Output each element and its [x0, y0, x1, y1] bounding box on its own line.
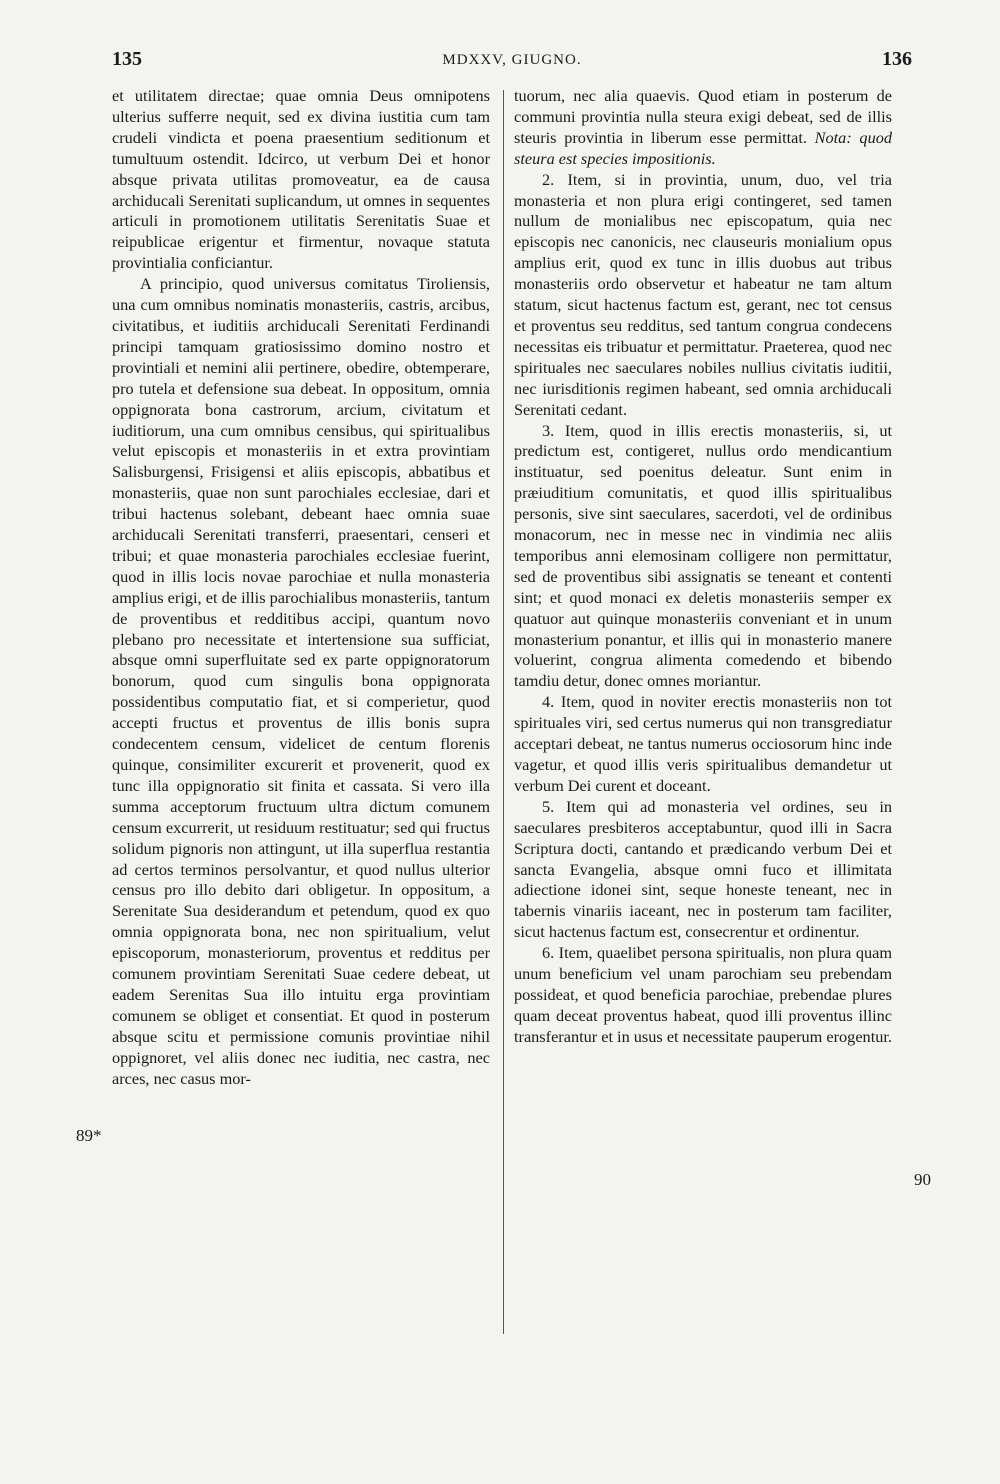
column-divider	[503, 90, 504, 1334]
right-paragraph-item-2: 2. Item, si in provintia, unum, duo, vel tria monasteria et non plura erigi contingeret, sed tamen nullum de monialibus nec episcopatum, quia nec episcopis nec canonicis, nec clauseuris monialium opus amplius erit, quod ex tunc in illis duobus aut tribus monasteriis ordo observetur et habeatur ne tam altum statum, sicut hactenus factum est, gerant, nec tot census et proventus seu redditus, sed tantum congrua condecens necessitas eis tribuatur et permittatur. Praeterea, quod nec spirituales nec saeculares nobiles nullius civitatis iuditii, nec iurisditionis regimen habeant, sed omnia archiducali Serenitati cedant.	[514, 169, 892, 419]
right-paragraph-item-6: 6. Item, quaelibet persona spiritualis, non plura quam unum beneficium vel unam parochiam seu prebendam possideat, et quod beneficia parochiae, prebendae plures quam deceat proventus habeat, quod illi proventus illinc transferantur et in usus et necessitate pauperum erogentur.	[514, 943, 892, 1046]
margin-number-left: 89*	[76, 1126, 102, 1145]
editor-note: Nota: quod steura est species impositionis.	[514, 127, 892, 168]
margin-number-right: 90	[914, 1170, 931, 1189]
left-column	[112, 86, 490, 1090]
right-paragraph-1-text: tuorum, nec alia quaevis. Quod etiam in posterum de communi provintia nulla steura exigi debeat, sed de illis steuris provintia in liberum esse permittat.	[514, 86, 892, 147]
right-paragraph-item-5: 5. Item qui ad monasteria vel ordines, seu in saeculares presbiteros acceptabuntur, quod illi in Sacra Scriptura docti, cantando et prædicando verbum Dei et sancta Evangelia, absque omni fuco et illimitata adiectione idonei sint, seque honeste teneant, nec in tabernis vinariis iaceant, nec in posterum tam faciliter, sicut hactenus factum est, consecrentur et ordinentur.	[514, 796, 892, 942]
right-paragraph-item-4: 4. Item, quod in noviter erectis monasteriis non tot spirituales viri, sed certus numerus qui non transgrediatur acceptari debeat, ne tantus numerus occiosorum hinc inde vagetur, et quod illis veris spiritualibus demandetur ut verbum Dei curent et doceant.	[514, 692, 892, 795]
right-column	[514, 86, 892, 1048]
left-paragraph-1: et utilitatem directae; quae omnia Deus omnipotens ulterius sufferre nequit, sed ex divina iustitia cum tam crudeli vindicta et poena praesentium seditionum et tumultuum ostendit. Idcirco, ut verbum Dei et honor absque privata utilitas promoveatur, ea de causa archiducali Serenitati suplicandum, ut omnes in sequentes articuli in promotionem utilitatis Serenitatis Suae et reipublicae erigentur et firmentur, novaque statuta provintialia conficiantur.	[112, 86, 490, 273]
page-number-left: 135	[112, 48, 142, 70]
right-paragraph-1	[514, 86, 892, 170]
page-number-right: 136	[882, 48, 912, 70]
running-title: MDXXV, GIUGNO.	[442, 52, 582, 68]
page-header	[112, 48, 912, 78]
left-paragraph-2: A principio, quod universus comitatus Tiroliensis, una cum omnibus nominatis monasteriis, castris, arcibus, civitatibus, et iuditiis archiducali Serenitati Ferdinandi principi tamquam gratiosissimo domino nostro et provintiali et nemini alii pertinere, obedire, obtemperare, pro tutela et defensione sua debeat. In oppositum, omnia oppignorata bona castrorum, arcium, civitatum et iuditiorum, una cum omnibus censibus, qui spiritualibus velut episcopis et monasteriis in et extra provintiam Salisburgensi, Frisigensi et aliis episcopis, abbatibus et monasteriis, quae non sunt parochiales ecclesiae, dari et tribui hactenus solebant, debeant haec omnia suae archiducali Serenitati transferri, praesentari, censeri et tribui; et quae monasteria parochiales ecclesiae fuerint, quod in illis locis novae parochiae et nulla monasteria amplius erigi, et de illis parochialibus monasteriis, tantum de proventibus et redditibus accipi, quantum novo plebano pro necessitate et intertensione sua sufficiat, absque omni superfluitate sed ex parte oppignoratorum bonorum, quod cum singulis bona oppignorata possidentibus computatio fiat, et si comperietur, quod accepti fructus et proventus de illis bonis supra condecentem censum, videlicet de centum florenis quinque, consimiliter excurerit et provenerit, quod ex tunc illa oppignoratio sit finita et cassata. Si vero illa summa acceptorum fructuum ultra dictum comunem censum excurrerit, ut residuum restituatur; sed qui fructus solidum pignoris non attingunt, ut illa superflua restantia ad certos terminos persolvantur, et quod nullus ulterior census pro illo debito dari obligetur. In oppositum, a Serenitate Sua desiderandum et petendum, quod ex quo omnia oppignorata bona, nec non spiritualium, velut episcoporum, monasteriorum, proventus et redditus per comunem provintiam Serenitati Suae cedere debeat, ut eadem Serenitas Sua illo intuitu erga provintiam comunem se obliget et consentiat. Et quod in posterum absque scitu et permissione comunis provintiae nihil oppignoret, vel aliis donec nec iuditia, nec castra, nec arces, nec casus mor-	[112, 274, 490, 1088]
right-paragraph-item-3: 3. Item, quod in illis erectis monasteriis, si, ut predictum est, contigeret, nullus ordo mendicantium instituatur, sed poenitus deleatur. Sunt enim in præiuditium comunitatis, et quod illis spiritualibus personis, sive sint saeculares, sacerdoti, vel de ordinibus monacorum, nec in messe nec in vindimia nec aliis temporibus anni elemosinam colligere non permittatur, sed de proventibus sibi assignatis se teneant et contenti sint; et quod monaci ex deletis monasteriis semper ex quatuor aut quinque monasteriis conveniant et in unum monasterium ponantur, et illis qui in monasterio manere voluerint, congrua alimenta comedendo et bibendo tamdiu detur, donec omnes moriantur.	[514, 420, 892, 691]
